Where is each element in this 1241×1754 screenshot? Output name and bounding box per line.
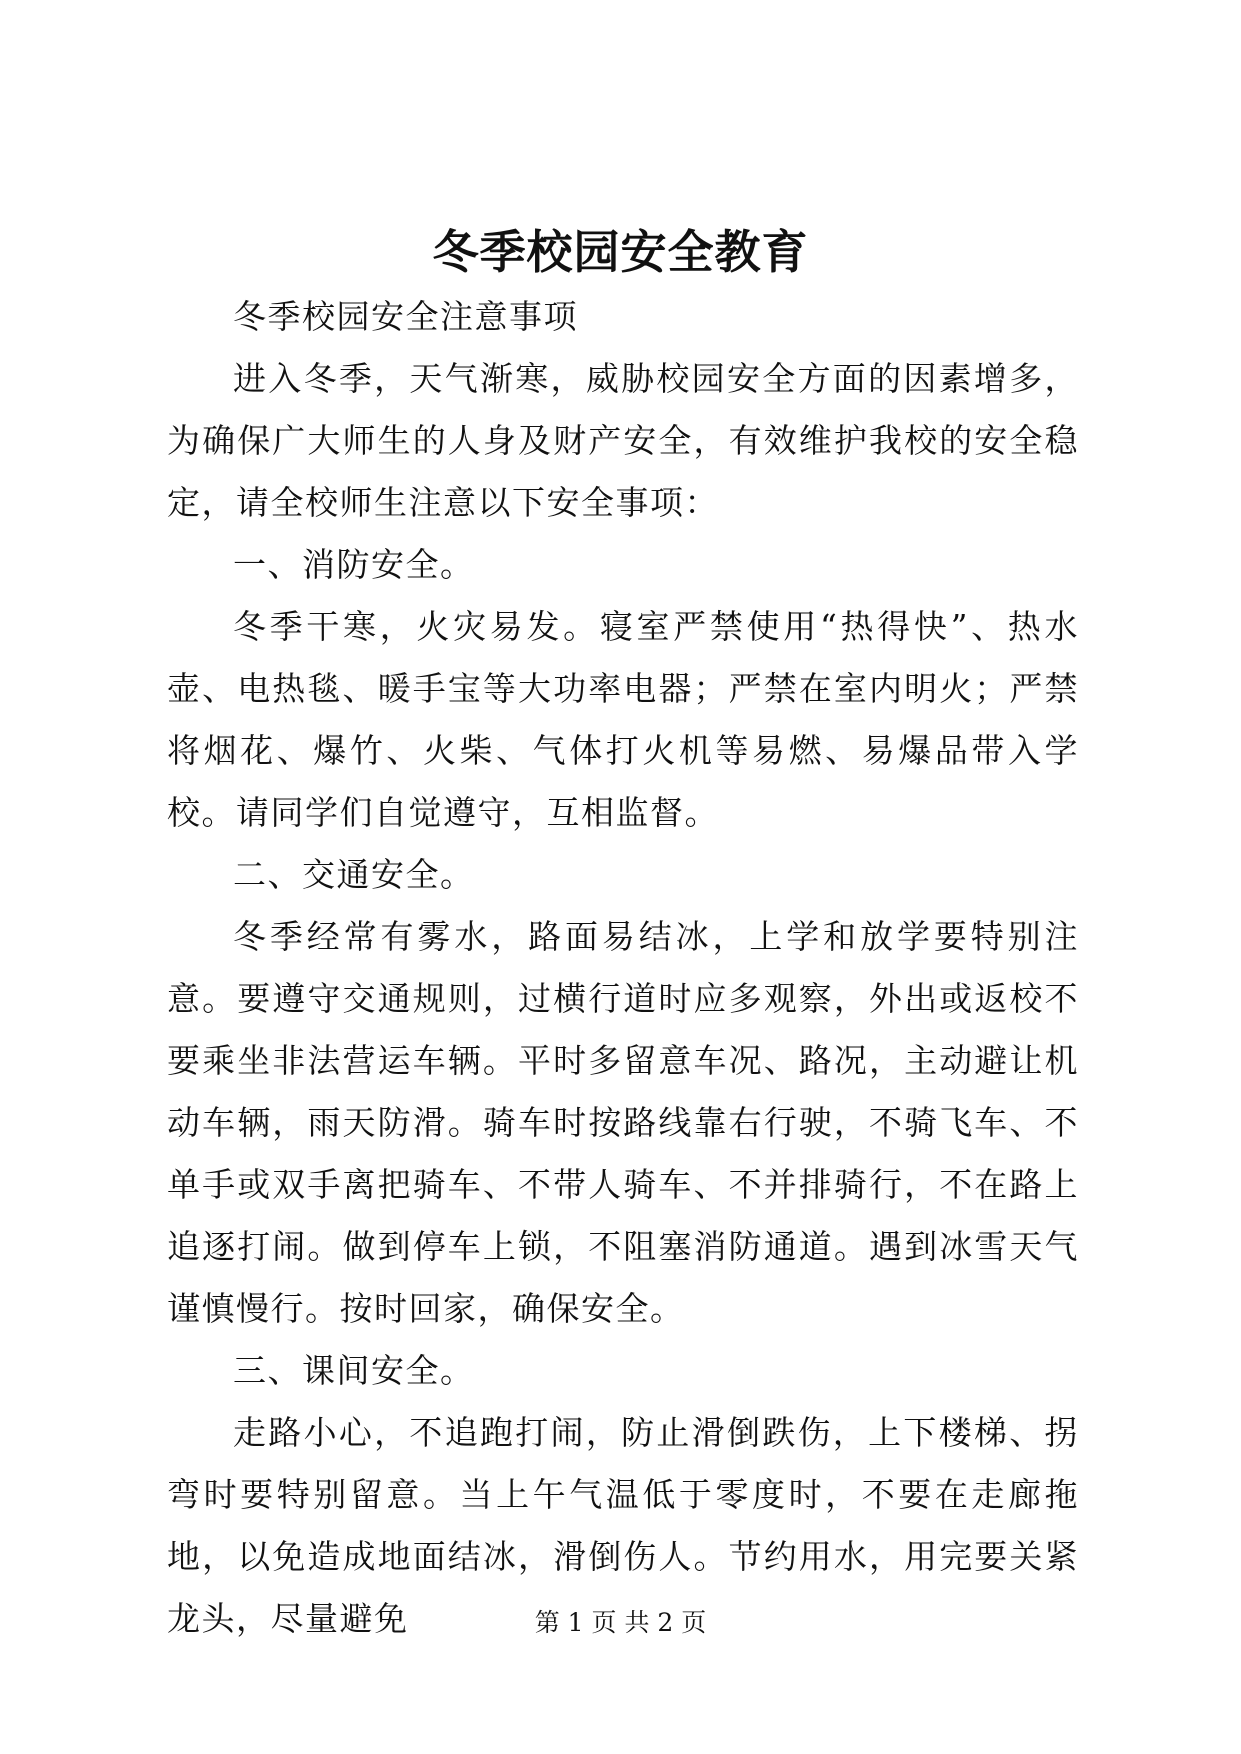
section-heading-break-safety: 三、课间安全。 (233, 1351, 475, 1390)
section-heading-traffic-safety: 二、交通安全。 (233, 855, 475, 894)
document-title: 冬季校园安全教育 (432, 225, 809, 279)
document-body (167, 286, 1079, 1650)
subtitle-paragraph: 冬季校园安全注意事项 (233, 297, 578, 336)
fire-safety-paragraph: 冬季干寒，火灾易发。寝室严禁使用“热得快”、热水壶、电热毯、暖手宝等大功率电器；严禁在室内明火；严禁将烟花、爆竹、火柴、气体打火机等易燃、易爆品带入学校。请同学们自觉遵守，互相监督。 (167, 607, 1079, 832)
traffic-safety-paragraph: 冬季经常有雾水，路面易结冰，上学和放学要特别注意。要遵守交通规则，过横行道时应多观察，外出或返校不要乘坐非法营运车辆。平时多留意车况、路况，主动避让机动车辆，雨天防滑。骑车时按路线靠右行驶，不骑飞车、不单手或双手离把骑车、不带人骑车、不并排骑行，不在路上追逐打闹。做到停车上锁，不阻塞消防通道。遇到冰雪天气谨慎慢行。按时回家，确保安全。 (167, 917, 1079, 1328)
intro-paragraph: 进入冬季，天气渐寒，威胁校园安全方面的因素增多，为确保广大师生的人身及财产安全，有效维护我校的安全稳定，请全校师生注意以下安全事项： (167, 359, 1079, 522)
break-safety-paragraph: 走路小心，不追跑打闹，防止滑倒跌伤，上下楼梯、拐弯时要特别留意。当上午气温低于零度时，不要在走廊拖地，以免造成地面结冰，滑倒伤人。节约用水，用完要关紧龙头，尽量避免 (167, 1413, 1079, 1638)
page-number-footer: 第 1 页 共 2 页 (534, 1608, 707, 1637)
section-heading-fire-safety: 一、消防安全。 (233, 545, 475, 584)
